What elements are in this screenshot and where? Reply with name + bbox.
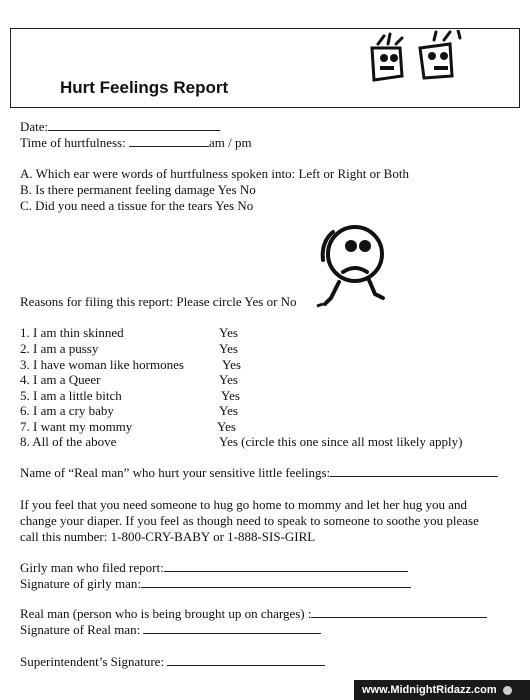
real-man-signature-label: Signature of Real man: [20, 622, 141, 637]
question-b: B. Is there permanent feeling damage Yes No [20, 182, 256, 197]
superintendent-signature-label: Superintendent’s Signature: [20, 654, 165, 669]
date-field [20, 119, 220, 134]
reason-label: 7. I want my mommy [20, 419, 133, 434]
reason-label: 1. I am thin skinned [20, 325, 124, 340]
watermark-text: www.MidnightRidazz.com [362, 684, 497, 696]
real-man-charges-label: Real man (person who is being brought up on charges) : [20, 606, 312, 621]
reason-label: 8. All of the above [20, 434, 117, 449]
reason-answer[interactable]: Yes (circle this one since all most likely apply) [219, 434, 463, 449]
cartoon-faces-logo [364, 30, 474, 90]
real-man-charges-field [20, 606, 487, 621]
girly-filed-field [20, 560, 408, 575]
superintendent-signature-input-line[interactable] [167, 654, 325, 666]
girly-signature-input-line[interactable] [141, 576, 411, 588]
real-man-name-label: Name of “Real man” who hurt your sensitive little feelings: [20, 465, 331, 480]
real-man-signature-input-line[interactable] [143, 622, 321, 634]
reason-label: 2. I am a pussy [20, 341, 99, 356]
reason-answer[interactable]: Yes [217, 419, 236, 434]
hug-paragraph-line: call this number: 1-800-CRY-BABY or 1-888-SIS-GIRL [20, 529, 316, 544]
time-label: Time of hurtfulness: [20, 135, 126, 150]
reason-answer[interactable]: Yes [222, 357, 241, 372]
reason-answer[interactable]: Yes [219, 341, 238, 356]
reason-label: 4. I am a Queer [20, 372, 101, 387]
crying-face-illustration [313, 224, 393, 310]
time-suffix: am / pm [208, 135, 252, 150]
reasons-prompt: Reasons for filing this report: Please circle Yes or No [20, 294, 297, 309]
page-title: Hurt Feelings Report [60, 78, 229, 97]
real-man-name-input-line[interactable] [330, 465, 498, 477]
date-label: Date: [20, 119, 49, 134]
hug-paragraph-line: change your diaper. If you feel as though need to speak to someone to soothe you please [20, 513, 479, 528]
real-man-name-field [20, 465, 498, 480]
site-watermark [354, 680, 530, 700]
time-input-line[interactable] [129, 135, 209, 147]
girly-signature-label: Signature of girly man: [20, 576, 141, 591]
girly-filed-label: Girly man who filed report: [20, 560, 164, 575]
hug-paragraph-line: If you feel that you need someone to hug go home to mommy and let her hug you and [20, 497, 467, 512]
question-c: C. Did you need a tissue for the tears Yes No [20, 198, 254, 213]
skull-icon [503, 686, 512, 695]
reason-answer[interactable]: Yes [219, 372, 238, 387]
reason-label: 5. I am a little bitch [20, 388, 122, 403]
reason-label: 6. I am a cry baby [20, 403, 114, 418]
reason-label: 3. I have woman like hormones [20, 357, 184, 372]
real-man-charges-input-line[interactable] [311, 606, 487, 618]
superintendent-signature-field [20, 654, 325, 669]
girly-signature-field [20, 576, 411, 591]
girly-filed-input-line[interactable] [164, 560, 408, 572]
reason-answer[interactable]: Yes [221, 388, 240, 403]
real-man-signature-field [20, 622, 321, 637]
question-a: A. Which ear were words of hurtfulness spoken into: Left or Right or Both [20, 166, 409, 181]
time-field [20, 135, 252, 150]
reason-answer[interactable]: Yes [219, 403, 238, 418]
date-input-line[interactable] [48, 119, 220, 131]
reason-answer[interactable]: Yes [219, 325, 238, 340]
